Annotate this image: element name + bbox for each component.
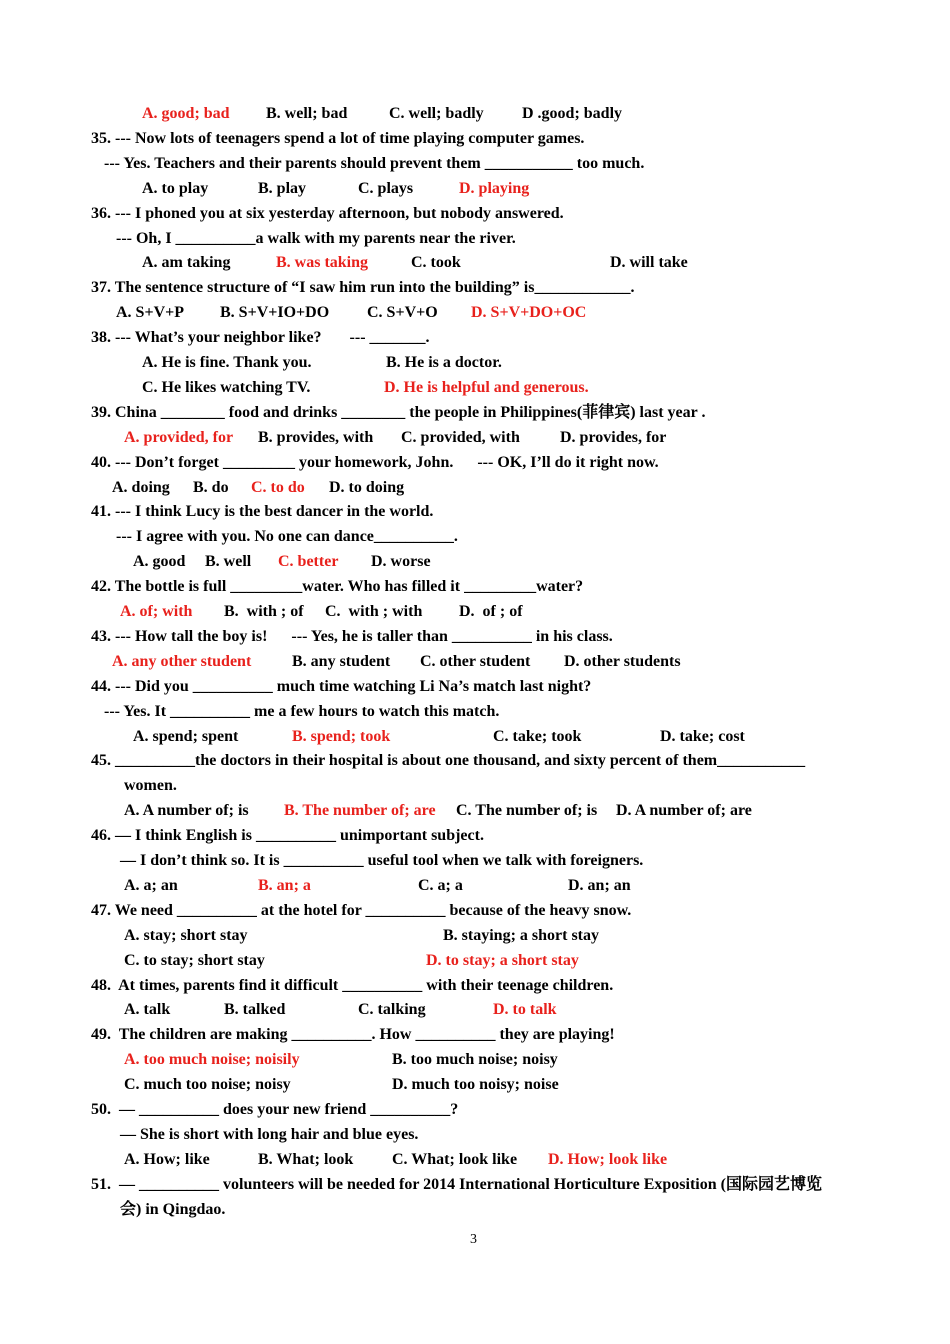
answer-option: B. talked (224, 1001, 286, 1018)
answer-option: C. The number of; is (456, 802, 598, 819)
answer-option-correct: C. to do (251, 479, 305, 496)
answer-option-correct: D. playing (459, 180, 530, 197)
question-line: A. How; like (124, 1151, 210, 1168)
answer-option: D. A number of; are (616, 802, 752, 819)
answer-option: B. What; look (258, 1151, 354, 1168)
answer-option-correct: A. of; with (120, 603, 193, 620)
question-line: 49. The children are making __________. How __________ they are playing! (91, 1026, 615, 1043)
question-line: A. am taking (142, 254, 231, 271)
answer-option-correct: C. better (278, 553, 339, 570)
answer-option: B. staying; a short stay (443, 927, 600, 944)
answer-option-correct: A. good; bad (142, 105, 230, 122)
question-line: 48. At times, parents find it difficult __________ with their teenage children. (91, 977, 614, 994)
question-line: A. good (133, 553, 186, 570)
question-line: — I don’t think so. It is __________ useful tool when we talk with foreigners. (120, 852, 644, 869)
question-line: 50. — __________ does your new friend __________? (91, 1101, 459, 1118)
question-line: 42. The bottle is full _________water. Who has filled it _________water? (91, 578, 584, 595)
question-line: 51. — __________ volunteers will be needed for 2014 International Horticulture Exposition (国际园艺博览 (91, 1176, 822, 1193)
answer-option: B. too much noise; noisy (392, 1051, 558, 1068)
answer-option: D. of ; of (459, 603, 523, 620)
question-line: A. talk (124, 1001, 171, 1018)
question-line: 44. --- Did you __________ much time watching Li Na’s match last night? (91, 678, 592, 695)
question-line: 39. China ________ food and drinks ________ the people in Philippines(菲律宾) last year . (91, 404, 706, 421)
question-line: C. He likes watching TV. (142, 379, 311, 396)
answer-option-correct: A. provided, for (124, 429, 234, 446)
answer-option: D. will take (610, 254, 688, 271)
question-line: 37. The sentence structure of “I saw him run into the building” is____________. (91, 279, 635, 296)
question-line: 36. --- I phoned you at six yesterday afternoon, but nobody answered. (91, 205, 564, 222)
answer-option: C. S+V+O (367, 304, 438, 321)
question-line: A. doing (112, 479, 170, 496)
question-line: A. A number of; is (124, 802, 249, 819)
answer-option: B. well; bad (266, 105, 348, 122)
question-line: 40. --- Don’t forget _________ your homework, John. --- OK, I’ll do it right now. (91, 454, 659, 471)
question-line: 43. --- How tall the boy is! --- Yes, he is taller than __________ in his class. (91, 628, 613, 645)
question-line: A. spend; spent (133, 728, 239, 745)
question-line: 46. — I think English is __________ unimportant subject. (91, 827, 484, 844)
answer-option: D. an; an (568, 877, 631, 894)
question-line: --- Yes. It __________ me a few hours to watch this match. (104, 703, 500, 720)
answer-option: B. S+V+IO+DO (220, 304, 330, 321)
question-line: 35. --- Now lots of teenagers spend a lot of time playing computer games. (91, 130, 585, 147)
answer-option-correct: B. The number of; are (284, 802, 436, 819)
question-line: 45. __________the doctors in their hospital is about one thousand, and sixty percent of them___________ (91, 752, 806, 769)
answer-option: D. other students (564, 653, 681, 670)
question-line: A. a; an (124, 877, 178, 894)
answer-option: C. took (411, 254, 461, 271)
answer-option-correct: B. an; a (258, 877, 311, 894)
page-number: 3 (470, 1232, 477, 1247)
question-line: 38. --- What’s your neighbor like? --- _______. (91, 329, 430, 346)
answer-option: C. well; badly (389, 105, 484, 122)
answer-option: B. any student (292, 653, 391, 670)
answer-option-correct: D. He is helpful and generous. (384, 379, 589, 396)
question-line: 会) in Qingdao. (120, 1201, 226, 1218)
question-line: — She is short with long hair and blue eyes. (120, 1126, 419, 1143)
answer-option: C. provided, with (401, 429, 520, 446)
answer-option: B. well (205, 553, 252, 570)
question-line: --- I agree with you. No one can dance__________. (116, 528, 458, 545)
answer-option: D. worse (371, 553, 431, 570)
answer-option: D. provides, for (560, 429, 667, 446)
question-line: --- Oh, I __________a walk with my parents near the river. (116, 230, 516, 247)
answer-option-correct: B. was taking (276, 254, 369, 271)
answer-option-correct: B. spend; took (292, 728, 391, 745)
answer-option: C. talking (358, 1001, 426, 1018)
answer-option: B. provides, with (258, 429, 374, 446)
answer-option: D .good; badly (522, 105, 623, 122)
question-line: 41. --- I think Lucy is the best dancer in the world. (91, 503, 434, 520)
answer-option: B. He is a doctor. (386, 354, 502, 371)
question-line: A. He is fine. Thank you. (142, 354, 312, 371)
answer-option: D. to doing (329, 479, 405, 496)
answer-option: C. with ; with (325, 603, 423, 620)
answer-option: C. other student (420, 653, 531, 670)
question-line: A. S+V+P (116, 304, 185, 321)
answer-option-correct: D. to talk (493, 1001, 557, 1018)
answer-option-correct: D. S+V+DO+OC (471, 304, 587, 321)
answer-option: B. with ; of (224, 603, 304, 620)
answer-option-correct: A. too much noise; noisily (124, 1051, 300, 1068)
answer-option-correct: A. any other student (112, 653, 252, 670)
answer-option-correct: D. to stay; a short stay (426, 952, 579, 969)
answer-option: B. play (258, 180, 307, 197)
question-line: C. to stay; short stay (124, 952, 265, 969)
question-line: C. much too noise; noisy (124, 1076, 291, 1093)
answer-option: D. take; cost (660, 728, 745, 745)
question-line: A. to play (142, 180, 209, 197)
answer-option: D. much too noisy; noise (392, 1076, 559, 1093)
answer-option: C. a; a (418, 877, 463, 894)
question-line: A. stay; short stay (124, 927, 248, 944)
question-line: women. (124, 777, 177, 794)
question-line: 47. We need __________ at the hotel for __________ because of the heavy snow. (91, 902, 632, 919)
question-line: --- Yes. Teachers and their parents should prevent them ___________ too much. (104, 155, 645, 172)
answer-option: C. What; look like (392, 1151, 518, 1168)
answer-option: C. plays (358, 180, 414, 197)
answer-option-correct: D. How; look like (548, 1151, 668, 1168)
answer-option: B. do (193, 479, 229, 496)
answer-option: C. take; took (493, 728, 582, 745)
